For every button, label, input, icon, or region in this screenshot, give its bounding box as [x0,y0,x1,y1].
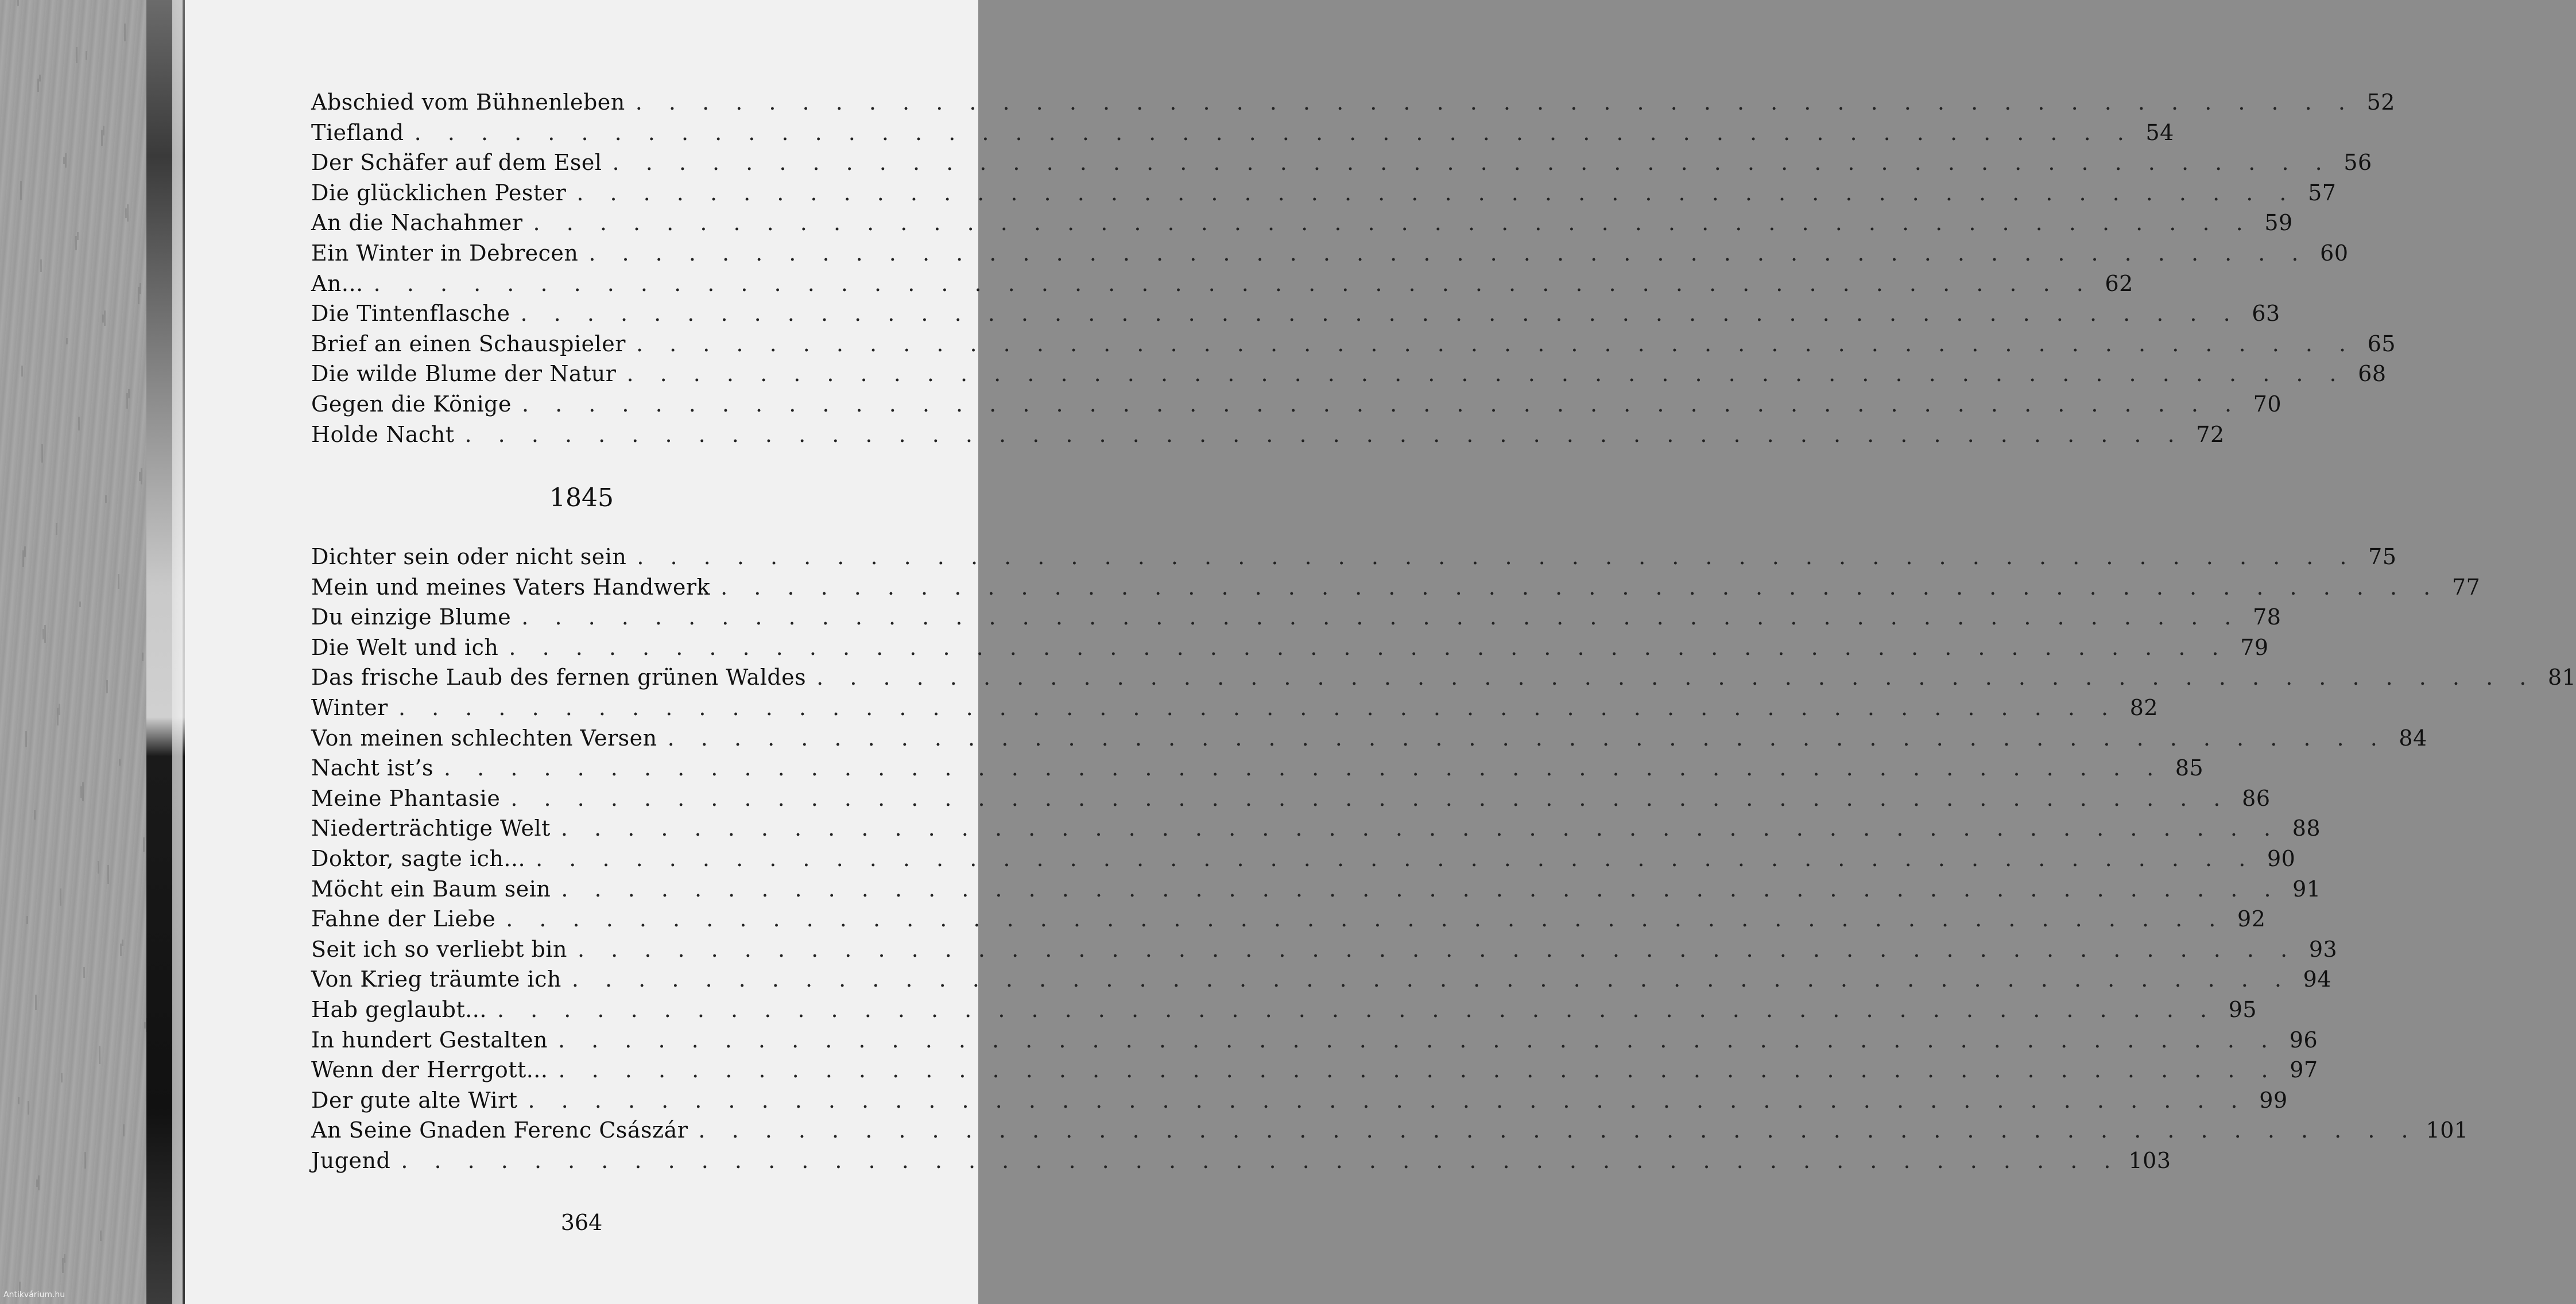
toc-entry [311,1057,2318,1087]
toc-entry-page: 52 [2366,90,2395,115]
toc-entry-page: 78 [2253,604,2281,630]
toc-dot-leader: . . . . . . . . . . . . . . . . . . . . . . . . . . . . . . . . . . . . . . . . . . . . . . . . . . . . [558,1057,2278,1083]
toc-dot-leader: . . . . . . . . . . . . . . . . . . . . . . . . . . . . . . . . . . . . . . . . . . . . . . . . . . . . [398,695,2118,720]
toc-entry [311,695,2159,725]
toc-entry-page: 59 [2264,210,2293,236]
toc-dot-leader: . . . . . . . . . . . . . . . . . . . . . . . . . . . . . . . . . . . . . . . . . . . . . . . . . . . . [561,876,2281,902]
page-edge [172,0,183,1304]
toc-entry-page: 82 [2129,695,2159,720]
wood-grain-mark [65,153,67,168]
toc-entry-title: Dichter sein oder nicht sein [311,544,627,569]
toc-entry-title: Abschied vom Bühnenleben [311,90,625,115]
toc-entry [311,1087,2288,1117]
toc-entry-title: Doktor, sagte ich... [311,846,526,871]
toc-entry-title: Die Tintenflasche [311,301,510,327]
toc-entry-title: An die Nachahmer [311,210,523,236]
toc-entry-page: 57 [2308,180,2337,205]
toc-entry [311,119,2174,150]
toc-entry [311,361,2387,391]
toc-dot-leader: . . . . . . . . . . . . . . . . . . . . . . . . . . . . . . . . . . . . . . . . . . . . . . . . . . . . [528,1087,2248,1113]
wood-grain-mark [77,232,79,240]
toc-entry-title: An... [311,270,363,296]
wood-grain-mark [79,601,81,607]
toc-entry-page: 56 [2343,150,2372,176]
wood-grain-mark [34,810,36,820]
toc-dot-leader: . . . . . . . . . . . . . . . . . . . . . . . . . . . . . . . . . . . . . . . . . . . . . . . . . . . . [536,846,2256,871]
toc-entry-page: 94 [2303,967,2331,992]
table-background [0,0,166,1304]
toc-entry [311,906,2266,936]
toc-entry-page: 91 [2292,876,2321,902]
toc-dot-leader: . . . . . . . . . . . . . . . . . . . . . . . . . . . . . . . . . . . . . . . . . . . . . . . . . . . . [444,755,2164,781]
toc-entry [311,997,2257,1027]
wood-grain-mark [61,1073,63,1082]
toc-entry-title: Holde Nacht [311,421,455,447]
toc-dot-leader: . . . . . . . . . . . . . . . . . . . . . . . . . . . . . . . . . . . . . . . . . . . . . . . . . . . . [557,1027,2278,1053]
toc-entry [311,816,2321,845]
book-page [185,0,2576,1304]
toc-entry [311,604,2281,634]
wood-grain-mark [104,311,106,326]
toc-entry-title: Brief an einen Schauspieler [311,331,626,356]
wood-grain-mark [76,47,78,63]
toc-entry-title: Niederträchtige Welt [311,816,551,841]
toc-entry-title: An Seine Gnaden Ferenc Császár [311,1117,688,1143]
toc-entry [311,331,2396,361]
toc-entry-page: 84 [2399,725,2427,751]
toc-entry [311,210,2293,240]
toc-entry-page: 92 [2237,906,2266,932]
toc-entry-title: Der Schäfer auf dem Esel [311,150,602,176]
toc-entry-page: 68 [2358,361,2387,387]
toc-entry-title: Die wilde Blume der Natur [311,361,617,387]
wood-grain-mark [128,389,130,398]
page-number: 364 [560,1210,603,1235]
toc-entry [311,725,2427,755]
toc-dot-leader: . . . . . . . . . . . . . . . . . . . . . . . . . . . . . . . . . . . . . . . . . . . . . . . . . . . . [637,544,2357,569]
toc-entry-title: In hundert Gestalten [311,1027,548,1053]
toc-entry [311,665,2576,694]
wood-grain-mark [66,338,68,344]
toc-entry [311,1117,2469,1147]
toc-entry-title: Seit ich so verliebt bin [311,936,568,962]
wood-grain-mark [99,1046,100,1064]
toc-dot-leader: . . . . . . . . . . . . . . . . . . . . . . . . . . . . . . . . . . . . . . . . . . . . . . . . . . . . [533,210,2253,236]
wood-grain-mark [100,1231,102,1241]
wood-grain-mark [18,1097,20,1104]
toc-entry-page: 97 [2290,1057,2318,1083]
wood-grain-mark [142,653,144,661]
toc-entry-page: 81 [2547,665,2576,690]
toc-entry-title: Nacht ist’s [311,755,434,781]
wood-grain-mark [106,680,108,693]
toc-entry-title: Mein und meines Vaters Handwerk [311,574,711,600]
toc-entry-title: Wenn der Herrgott... [311,1057,548,1083]
toc-entry-title: Von meinen schlechten Versen [311,725,657,751]
toc-entry-title: Das frische Laub des fernen grünen Waldes [311,665,807,690]
toc-entry [311,421,2225,452]
toc-dot-leader: . . . . . . . . . . . . . . . . . . . . . . . . . . . . . . . . . . . . . . . . . . . . . . . . . . . . [560,816,2281,841]
toc-dot-leader: . . . . . . . . . . . . . . . . . . . . . . . . . . . . . . . . . . . . . . . . . . . . . . . . . . . . [509,634,2229,660]
wood-grain-mark [107,865,109,884]
toc-dot-leader: . . . . . . . . . . . . . . . . . . . . . . . . . . . . . . . . . . . . . . . . . . . . . . . . . . . . [464,421,2184,447]
toc-entry-page: 63 [2252,301,2280,327]
toc-entry [311,1027,2318,1057]
toc-entry-title: Die glücklichen Pester [311,180,567,205]
toc-entry [311,846,2296,876]
wood-grain-mark [41,444,43,463]
wood-grain-mark [39,75,41,82]
wood-grain-mark [28,1101,29,1115]
toc-dot-leader: . . . . . . . . . . . . . . . . . . . . . . . . . . . . . . . . . . . . . . . . . . . . . . . . . . . . [612,150,2332,176]
toc-entry-title: Jugend [311,1148,391,1173]
toc-entry-title: Tiefland [311,119,404,145]
toc-entry-title: Hab geglaubt... [311,997,487,1022]
toc-entry-title: Der gute alte Wirt [311,1087,518,1113]
table-of-contents [185,0,2576,1304]
toc-dot-leader: . . . . . . . . . . . . . . . . . . . . . . . . . . . . . . . . . . . . . . . . . . . . . . . . . . . . [521,391,2242,417]
toc-entry-page: 60 [2320,240,2349,266]
toc-entry-page: 77 [2451,574,2481,600]
wood-grain-mark [56,523,57,535]
wood-grain-mark [82,782,84,801]
wood-grain-mark [143,837,145,852]
toc-entry-page: 70 [2253,391,2282,417]
toc-entry-page: 86 [2242,785,2271,811]
wood-grain-mark [64,1254,65,1263]
toc-dot-leader: . . . . . . . . . . . . . . . . . . . . . . . . . . . . . . . . . . . . . . . . . . . . . . . . . . . . [571,967,2291,992]
wood-grain-mark [83,967,85,978]
toc-entry-title: Ein Winter in Debrecen [311,240,579,266]
toc-entry [311,301,2280,331]
wood-grain-mark [24,546,26,557]
wood-grain-mark [21,366,23,377]
toc-dot-leader: . . . . . . . . . . . . . . . . . . . . . . . . . . . . . . . . . . . . . . . . . . . . . . . . . . . . [373,270,2093,296]
wood-grain-mark [40,259,42,272]
wood-grain-mark [124,24,126,41]
toc-entry-page: 85 [2175,755,2204,781]
wood-grain-mark [122,940,123,946]
toc-entry-page: 88 [2292,816,2321,841]
toc-entry-title: Möcht ein Baum sein [311,876,551,902]
toc-entry [311,391,2282,421]
toc-entry [311,270,2133,301]
wood-grain-mark [17,0,19,6]
toc-dot-leader: . . . . . . . . . . . . . . . . . . . . . . . . . . . . . . . . . . . . . . . . . . . . . . . . . . . . [578,936,2298,962]
wood-grain-mark [119,759,121,766]
wood-grain-mark [20,181,22,200]
toc-entry [311,574,2481,604]
wood-grain-mark [59,704,60,715]
toc-entry [311,150,2372,180]
wood-grain-mark [98,861,99,874]
toc-entry [311,90,2395,119]
section-year-heading: 1845 [549,483,614,513]
wood-grain-mark [118,574,119,589]
toc-entry-page: 96 [2289,1027,2318,1053]
toc-entry-page: 93 [2308,936,2338,962]
toc-entry [311,755,2204,785]
wood-grain-mark [127,204,129,222]
toc-dot-leader: . . . . . . . . . . . . . . . . . . . . . . . . . . . . . . . . . . . . . . . . . . . . . . . . . . . . [576,180,2296,205]
toc-entry [311,1148,2171,1178]
toc-dot-leader: . . . . . . . . . . . . . . . . . . . . . . . . . . . . . . . . . . . . . . . . . . . . . . . . . . . . [667,725,2387,751]
toc-entry-title: Von Krieg träumte ich [311,967,561,992]
toc-entry-title: Die Welt und ich [311,634,499,660]
toc-entry-page: 65 [2367,331,2396,356]
wood-grain-mark [86,51,87,60]
toc-dot-leader: . . . . . . . . . . . . . . . . . . . . . . . . . . . . . . . . . . . . . . . . . . . . . . . . . . . . [816,665,2536,690]
toc-dot-leader: . . . . . . . . . . . . . . . . . . . . . . . . . . . . . . . . . . . . . . . . . . . . . . . . . . . . [414,119,2134,145]
wood-grain-mark [25,731,27,747]
toc-dot-leader: . . . . . . . . . . . . . . . . . . . . . . . . . . . . . . . . . . . . . . . . . . . . . . . . . . . . [636,331,2356,356]
toc-entry-page: 62 [2105,270,2133,296]
toc-entry [311,544,2397,574]
toc-entry-page: 95 [2228,997,2257,1022]
toc-dot-leader: . . . . . . . . . . . . . . . . . . . . . . . . . . . . . . . . . . . . . . . . . . . . . . . . . . . . [506,906,2226,932]
toc-entry-title: Fahne der Liebe [311,906,496,932]
toc-dot-leader: . . . . . . . . . . . . . . . . . . . . . . . . . . . . . . . . . . . . . . . . . . . . . . . . . . . . [510,785,2230,811]
toc-entry-page: 75 [2368,544,2397,569]
toc-dot-leader: . . . . . . . . . . . . . . . . . . . . . . . . . . . . . . . . . . . . . . . . . . . . . . . . . . . . [720,574,2441,600]
toc-entry [311,876,2321,906]
toc-entry-page: 90 [2267,846,2296,871]
toc-dot-leader: . . . . . . . . . . . . . . . . . . . . . . . . . . . . . . . . . . . . . . . . . . . . . . . . . . . . [401,1148,2121,1173]
toc-dot-leader: . . . . . . . . . . . . . . . . . . . . . . . . . . . . . . . . . . . . . . . . . . . . . . . . . . . . [698,1117,2418,1143]
toc-entry [311,936,2338,967]
toc-entry-title: Winter [311,695,388,720]
toc-dot-leader: . . . . . . . . . . . . . . . . . . . . . . . . . . . . . . . . . . . . . . . . . . . . . . . . . . . . [626,361,2346,387]
toc-entry-page: 54 [2145,119,2174,145]
toc-entry-page: 72 [2196,421,2225,447]
wood-grain-mark [140,283,141,294]
toc-entry-page: 99 [2259,1087,2288,1113]
toc-dot-leader: . . . . . . . . . . . . . . . . . . . . . . . . . . . . . . . . . . . . . . . . . . . . . . . . . . . . [520,301,2240,327]
wood-grain-mark [103,126,104,135]
toc-entry-page: 79 [2240,634,2269,660]
watermark-text: Antikvárium.hu [3,1290,65,1299]
toc-entry-page: 101 [2426,1117,2469,1143]
toc-entry-title: Meine Phantasie [311,785,501,811]
wood-grain-mark [123,1124,125,1136]
toc-entry-title: Du einzige Blume [311,604,512,630]
toc-entry [311,785,2271,816]
wood-grain-mark [35,995,37,1010]
toc-dot-leader: . . . . . . . . . . . . . . . . . . . . . . . . . . . . . . . . . . . . . . . . . . . . . . . . . . . . [497,997,2217,1022]
toc-entry-page: 103 [2128,1148,2171,1173]
toc-entry [311,240,2349,270]
toc-entry [311,634,2269,665]
toc-dot-leader: . . . . . . . . . . . . . . . . . . . . . . . . . . . . . . . . . . . . . . . . . . . . . . . . . . . . [521,604,2241,630]
wood-grain-mark [78,417,80,430]
toc-dot-leader: . . . . . . . . . . . . . . . . . . . . . . . . . . . . . . . . . . . . . . . . . . . . . . . . . . . . [635,90,2355,115]
toc-entry [311,967,2331,996]
wood-grain-mark [26,916,28,924]
wood-grain-mark [141,468,142,484]
wood-grain-mark [44,625,46,643]
wood-grain-mark [38,1175,40,1190]
toc-dot-leader: . . . . . . . . . . . . . . . . . . . . . . . . . . . . . . . . . . . . . . . . . . . . . . . . . . . . [588,240,2308,266]
toc-entry-title: Gegen die Könige [311,391,512,417]
wood-grain-mark [105,495,107,503]
wood-grain-mark [60,888,61,906]
toc-entry [311,180,2337,210]
wood-grain-mark [84,1152,86,1169]
